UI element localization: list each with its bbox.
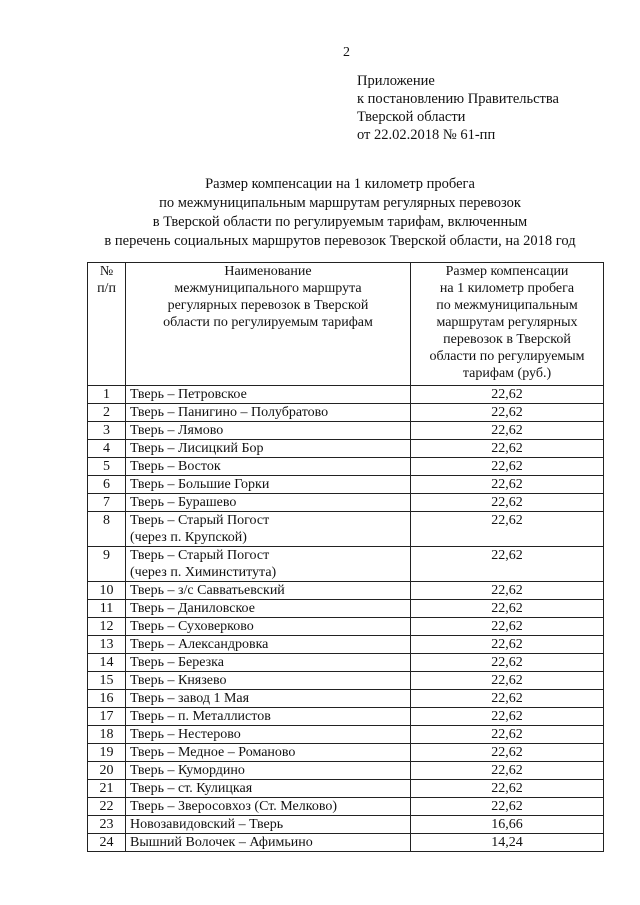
page-number: 2 [343, 45, 350, 60]
table-row [88, 512, 604, 547]
row-number: 6 [88, 476, 126, 494]
compensation-rate: 22,62 [411, 404, 604, 422]
route-name [126, 600, 411, 618]
header-line: тарифам (руб.) [462, 366, 552, 381]
header-line: по межмуниципальным [436, 298, 578, 313]
title-line: в перечень социальных маршрутов перевозок Тверской области, на 2018 год [104, 233, 576, 249]
table-row [88, 834, 604, 852]
compensation-rate: 22,62 [411, 654, 604, 672]
header-line: Наименование [224, 264, 312, 279]
route-name-line: Вышний Волочек – Афимьино [130, 835, 313, 850]
route-name-line: (через п. Химинститута) [130, 565, 277, 580]
table-row [88, 582, 604, 600]
header-line: № [99, 264, 114, 279]
table-row [88, 780, 604, 798]
compensation-rate: 22,62 [411, 440, 604, 458]
table-row [88, 618, 604, 636]
route-name [126, 476, 411, 494]
compensation-rate: 22,62 [411, 458, 604, 476]
route-name [126, 547, 411, 582]
row-number: 10 [88, 582, 126, 600]
header-line: перевозок в Тверской [443, 332, 571, 347]
row-number: 5 [88, 458, 126, 476]
route-name-line: Тверь – Бурашево [130, 495, 237, 510]
table-row [88, 690, 604, 708]
route-name [126, 512, 411, 547]
appendix-line: Приложение [357, 73, 435, 89]
route-name-line: Новозавидовский – Тверь [130, 817, 284, 832]
route-name [126, 744, 411, 762]
table-row [88, 386, 604, 404]
route-name [126, 798, 411, 816]
compensation-rate: 16,66 [411, 816, 604, 834]
compensation-rate: 22,62 [411, 690, 604, 708]
compensation-rate: 22,62 [411, 780, 604, 798]
route-name [126, 690, 411, 708]
table-row [88, 600, 604, 618]
route-name-line: Тверь – Суховерково [130, 619, 254, 634]
table-row [88, 636, 604, 654]
header-line: области по регулируемым [429, 349, 585, 364]
route-name-line: Тверь – Нестерово [130, 727, 241, 742]
row-number: 19 [88, 744, 126, 762]
route-name-line: Тверь – Кумордино [130, 763, 245, 778]
header-line: области по регулируемым тарифам [163, 315, 373, 330]
appendix-line: к постановлению Правительства [357, 91, 559, 107]
row-number: 16 [88, 690, 126, 708]
route-name-line: Тверь – Панигино – Полубратово [130, 405, 329, 420]
row-number: 24 [88, 834, 126, 852]
route-name [126, 582, 411, 600]
table-row [88, 440, 604, 458]
row-number: 18 [88, 726, 126, 744]
route-name [126, 816, 411, 834]
header-line: Размер компенсации [445, 264, 569, 279]
table-row [88, 654, 604, 672]
compensation-rate: 22,62 [411, 708, 604, 726]
route-name [126, 618, 411, 636]
table-row [88, 422, 604, 440]
compensation-rate: 22,62 [411, 744, 604, 762]
title-line: по межмуниципальным маршрутам регулярных перевозок [159, 195, 521, 211]
appendix-line: от 22.02.2018 № 61-пп [357, 127, 496, 143]
table-row [88, 476, 604, 494]
route-name [126, 404, 411, 422]
route-name [126, 672, 411, 690]
route-name [126, 762, 411, 780]
route-name-line: Тверь – Березка [130, 655, 224, 670]
title-line: в Тверской области по регулируемым тарифам, включенным [152, 214, 528, 230]
row-number: 11 [88, 600, 126, 618]
route-name [126, 636, 411, 654]
route-name-line: Тверь – ст. Кулицкая [130, 781, 253, 796]
route-name [126, 654, 411, 672]
compensation-rate: 22,62 [411, 476, 604, 494]
header-line: п/п [97, 281, 116, 296]
route-name-line: Тверь – Медное – Романово [130, 745, 296, 760]
route-name-line: Тверь – Петровское [130, 387, 247, 402]
compensation-rate: 22,62 [411, 600, 604, 618]
compensation-rate: 14,24 [411, 834, 604, 852]
appendix-line: Тверской области [357, 109, 466, 125]
table-header-row [88, 263, 604, 386]
route-name [126, 708, 411, 726]
table-body [88, 386, 604, 852]
table-row [88, 672, 604, 690]
row-number: 8 [88, 512, 126, 547]
route-name-line: Тверь – Старый Погост [130, 548, 270, 563]
route-name-line: Тверь – завод 1 Мая [130, 691, 250, 706]
row-number: 14 [88, 654, 126, 672]
route-name-line: Тверь – з/с Савватьевский [130, 583, 285, 598]
header-line: маршрутам регулярных [436, 315, 578, 330]
compensation-rate: 22,62 [411, 582, 604, 600]
table-row [88, 798, 604, 816]
row-number: 21 [88, 780, 126, 798]
table-row [88, 726, 604, 744]
row-number: 12 [88, 618, 126, 636]
route-name-line: (через п. Крупской) [130, 530, 247, 545]
compensation-rate: 22,62 [411, 798, 604, 816]
route-name [126, 440, 411, 458]
compensation-rate: 22,62 [411, 672, 604, 690]
document-title [80, 175, 600, 251]
route-name-line: Тверь – Большие Горки [130, 477, 270, 492]
routes-table [87, 262, 604, 852]
table-row [88, 744, 604, 762]
row-number: 17 [88, 708, 126, 726]
compensation-rate: 22,62 [411, 726, 604, 744]
table-row [88, 708, 604, 726]
table-row [88, 404, 604, 422]
header-line: на 1 километр пробега [439, 281, 575, 296]
compensation-rate: 22,62 [411, 494, 604, 512]
route-name-line: Тверь – Александровка [130, 637, 269, 652]
table-row [88, 494, 604, 512]
route-name [126, 780, 411, 798]
compensation-rate: 22,62 [411, 386, 604, 404]
route-name-line: Тверь – Даниловское [130, 601, 255, 616]
table-row [88, 816, 604, 834]
compensation-rate: 22,62 [411, 512, 604, 547]
route-name [126, 834, 411, 852]
row-number: 7 [88, 494, 126, 512]
route-name-line: Тверь – Зверосовхоз (Ст. Мелково) [130, 799, 338, 814]
row-number: 4 [88, 440, 126, 458]
header-line: регулярных перевозок в Тверской [167, 298, 369, 313]
route-name-line: Тверь – п. Металлистов [130, 709, 271, 724]
table-row [88, 762, 604, 780]
route-name [126, 458, 411, 476]
compensation-rate: 22,62 [411, 636, 604, 654]
appendix-block [357, 72, 559, 144]
compensation-rate: 22,62 [411, 422, 604, 440]
compensation-rate: 22,62 [411, 547, 604, 582]
row-number: 9 [88, 547, 126, 582]
table-row [88, 547, 604, 582]
route-name-line: Тверь – Восток [130, 459, 221, 474]
route-name-line: Тверь – Князево [130, 673, 227, 688]
header-compensation-rate [411, 263, 604, 386]
row-number: 13 [88, 636, 126, 654]
route-name [126, 386, 411, 404]
compensation-rate: 22,62 [411, 618, 604, 636]
header-route-name [126, 263, 411, 386]
row-number: 1 [88, 386, 126, 404]
header-line: межмуниципального маршрута [174, 281, 362, 296]
row-number: 2 [88, 404, 126, 422]
route-name-line: Тверь – Старый Погост [130, 513, 270, 528]
route-name [126, 494, 411, 512]
title-line: Размер компенсации на 1 километр пробега [205, 176, 475, 192]
compensation-rate: 22,62 [411, 762, 604, 780]
route-name-line: Тверь – Лисицкий Бор [130, 441, 264, 456]
header-number [88, 263, 126, 386]
route-name [126, 422, 411, 440]
row-number: 23 [88, 816, 126, 834]
row-number: 15 [88, 672, 126, 690]
route-name [126, 726, 411, 744]
route-name-line: Тверь – Лямово [130, 423, 224, 438]
row-number: 20 [88, 762, 126, 780]
table-row [88, 458, 604, 476]
row-number: 22 [88, 798, 126, 816]
row-number: 3 [88, 422, 126, 440]
